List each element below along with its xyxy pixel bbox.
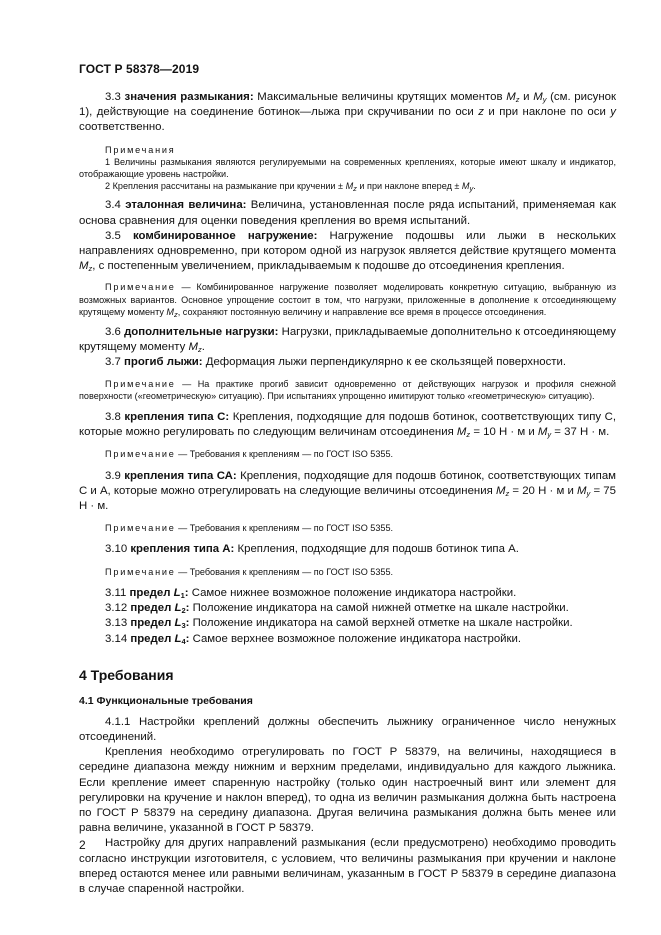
note-3-8: Примечание — Требования к креплениям — по ГОСТ ISO 5355. (105, 449, 394, 460)
notes-title: Примечания (105, 144, 176, 155)
section-4-1-heading: 4.1 Функциональные требования (79, 694, 253, 707)
clause-3-11: 3.11 предел $L_1$: Самое нижнее возможное положение индикатора настройки. (105, 586, 517, 600)
clause-4-1-1: 4.1.1 Настройки креплений должны обеспечить лыжнику ограниченное число ненужных отсоединений. (79, 715, 616, 743)
clause-3-12: 3.12 предел $L_2$: Положение индикатора на самой нижней отметке на шкале настройки. (105, 602, 569, 616)
clause-3-3: 3.3 значения размыкания: Максимальные величины крутящих моментов $M_z$ и $M_y$ (см. рисунок 1), действующие на соединение ботинок—лыжа при скручивании по оси z и при наклоне по оси y соответственно. (79, 91, 616, 134)
note-3-10: Примечание — Требования к креплениям — по ГОСТ ISO 5355. (105, 566, 394, 577)
note-3-5: Примечание — Комбинированное нагружение позволяет моделировать конкретную ситуацию, выбранную из возможных вариантов. Основное упрощение состоит в том, что нагрузки, приложенные в дополнение к отсоединяющему крутящему моменту $M_z$, сохраняют постоянную величину и направление все время в процессе отсоединения. (79, 282, 616, 319)
clause-3-7: 3.7 прогиб лыжи: Деформация лыжи перпендикулярно к ее скользящей поверхности. (105, 356, 567, 369)
clause-3-13: 3.13 предел $L_3$: Положение индикатора на самой верхней отметке на шкале настройки. (105, 617, 573, 631)
clause-3-9: 3.9 крепления типа СА: Крепления, подходящие для подошв ботинок, соответствующих типам С и А, которые можно отрегулировать на следующие величины отсоединения $M_z = 20$ Н · м и $M_y = 75$ Н · м. (79, 469, 616, 513)
clause-3-4: 3.4 эталонная величина: Величина, установленная после ряда испытаний, применяемая как основа сравнения для оценки поведения крепления во время испытаний. (79, 199, 616, 227)
page-number: 2 (79, 838, 86, 852)
section-4-heading: 4 Требования (79, 666, 174, 683)
clause-3-8: 3.8 крепления типа С: Крепления, подходящие для подошв ботинок, соответствующих типу С, которые можно регулировать по следующим величинам отсоединения $M_z = 10$ Н · м и $M_y = 37$ Н · м. (79, 411, 617, 440)
clause-3-6: 3.6 дополнительные нагрузки: Нагрузки, прикладываемые дополнительно к отсоединяющему крутящему моменту $M_z$. (79, 326, 617, 355)
paragraph-4-1-1-a: Крепления необходимо отрегулировать по ГОСТ Р 58379, на величины, находящиеся в середине диапазона между нижним и верхним пределами, индивидуально для каждого лыжника. Если крепление имеет спаренную настройку (только один настроечный винт или элемент для регулировки на кручение и наклон вперед), то одна из величин размыкания должна быть настроена по ГОСТ Р 58379 на середину диапазона. Другая величина размыкания должна быть менее или равна величине, указанной в ГОСТ Р 58379. (79, 746, 616, 835)
paragraph-4-1-1-b: Настройку для других направлений размыкания (если предусмотрено) необходимо проводить согласно инструкции изготовителя, с условием, что величины размыкания при кручении и наклоне вперед остаются менее или равными величинам, указанным в ГОСТ Р 58379 в середине диапазона в случае спаренной настройки. (79, 837, 616, 895)
page-content (79, 90, 616, 897)
clause-3-5: 3.5 комбинированное нагружение: Нагружение подошвы или лыжи в нескольких направлениях одновременно, при котором одной из нагрузок является действие крутящего момента $M_z$, с постепенным увеличением, прикладываемым к подошве до отсоединения крепления. (79, 229, 616, 274)
clause-3-10: 3.10 крепления типа А: Крепления, подходящие для подошв ботинок типа А. (105, 543, 519, 556)
note-3-3-2: 2 Крепления рассчитаны на размыкание при кручении ± $M_z$ и при наклоне вперед ± $M_y$. (105, 181, 476, 194)
clause-3-14: 3.14 предел $L_4$: Самое верхнее возможное положение индикатора настройки. (105, 632, 522, 646)
note-3-7: Примечание — На практике прогиб зависит одновременно от действующих нагрузок и профиля снежной поверхности («геометрическую» ситуацию). При испытаниях упрощенно имитируют только «геометрическую» ситуацию). (79, 378, 616, 401)
note-3-3-1: 1 Величины размыкания являются регулируемыми на современных креплениях, которые имеют шкалу и индикатор, отображающие уровень настройки. (79, 156, 616, 180)
term-release-values: значения размыкания: (124, 91, 254, 103)
running-header: ГОСТ Р 58378—2019 (79, 62, 200, 76)
note-3-9: Примечание — Требования к креплениям — по ГОСТ ISO 5355. (105, 523, 394, 534)
